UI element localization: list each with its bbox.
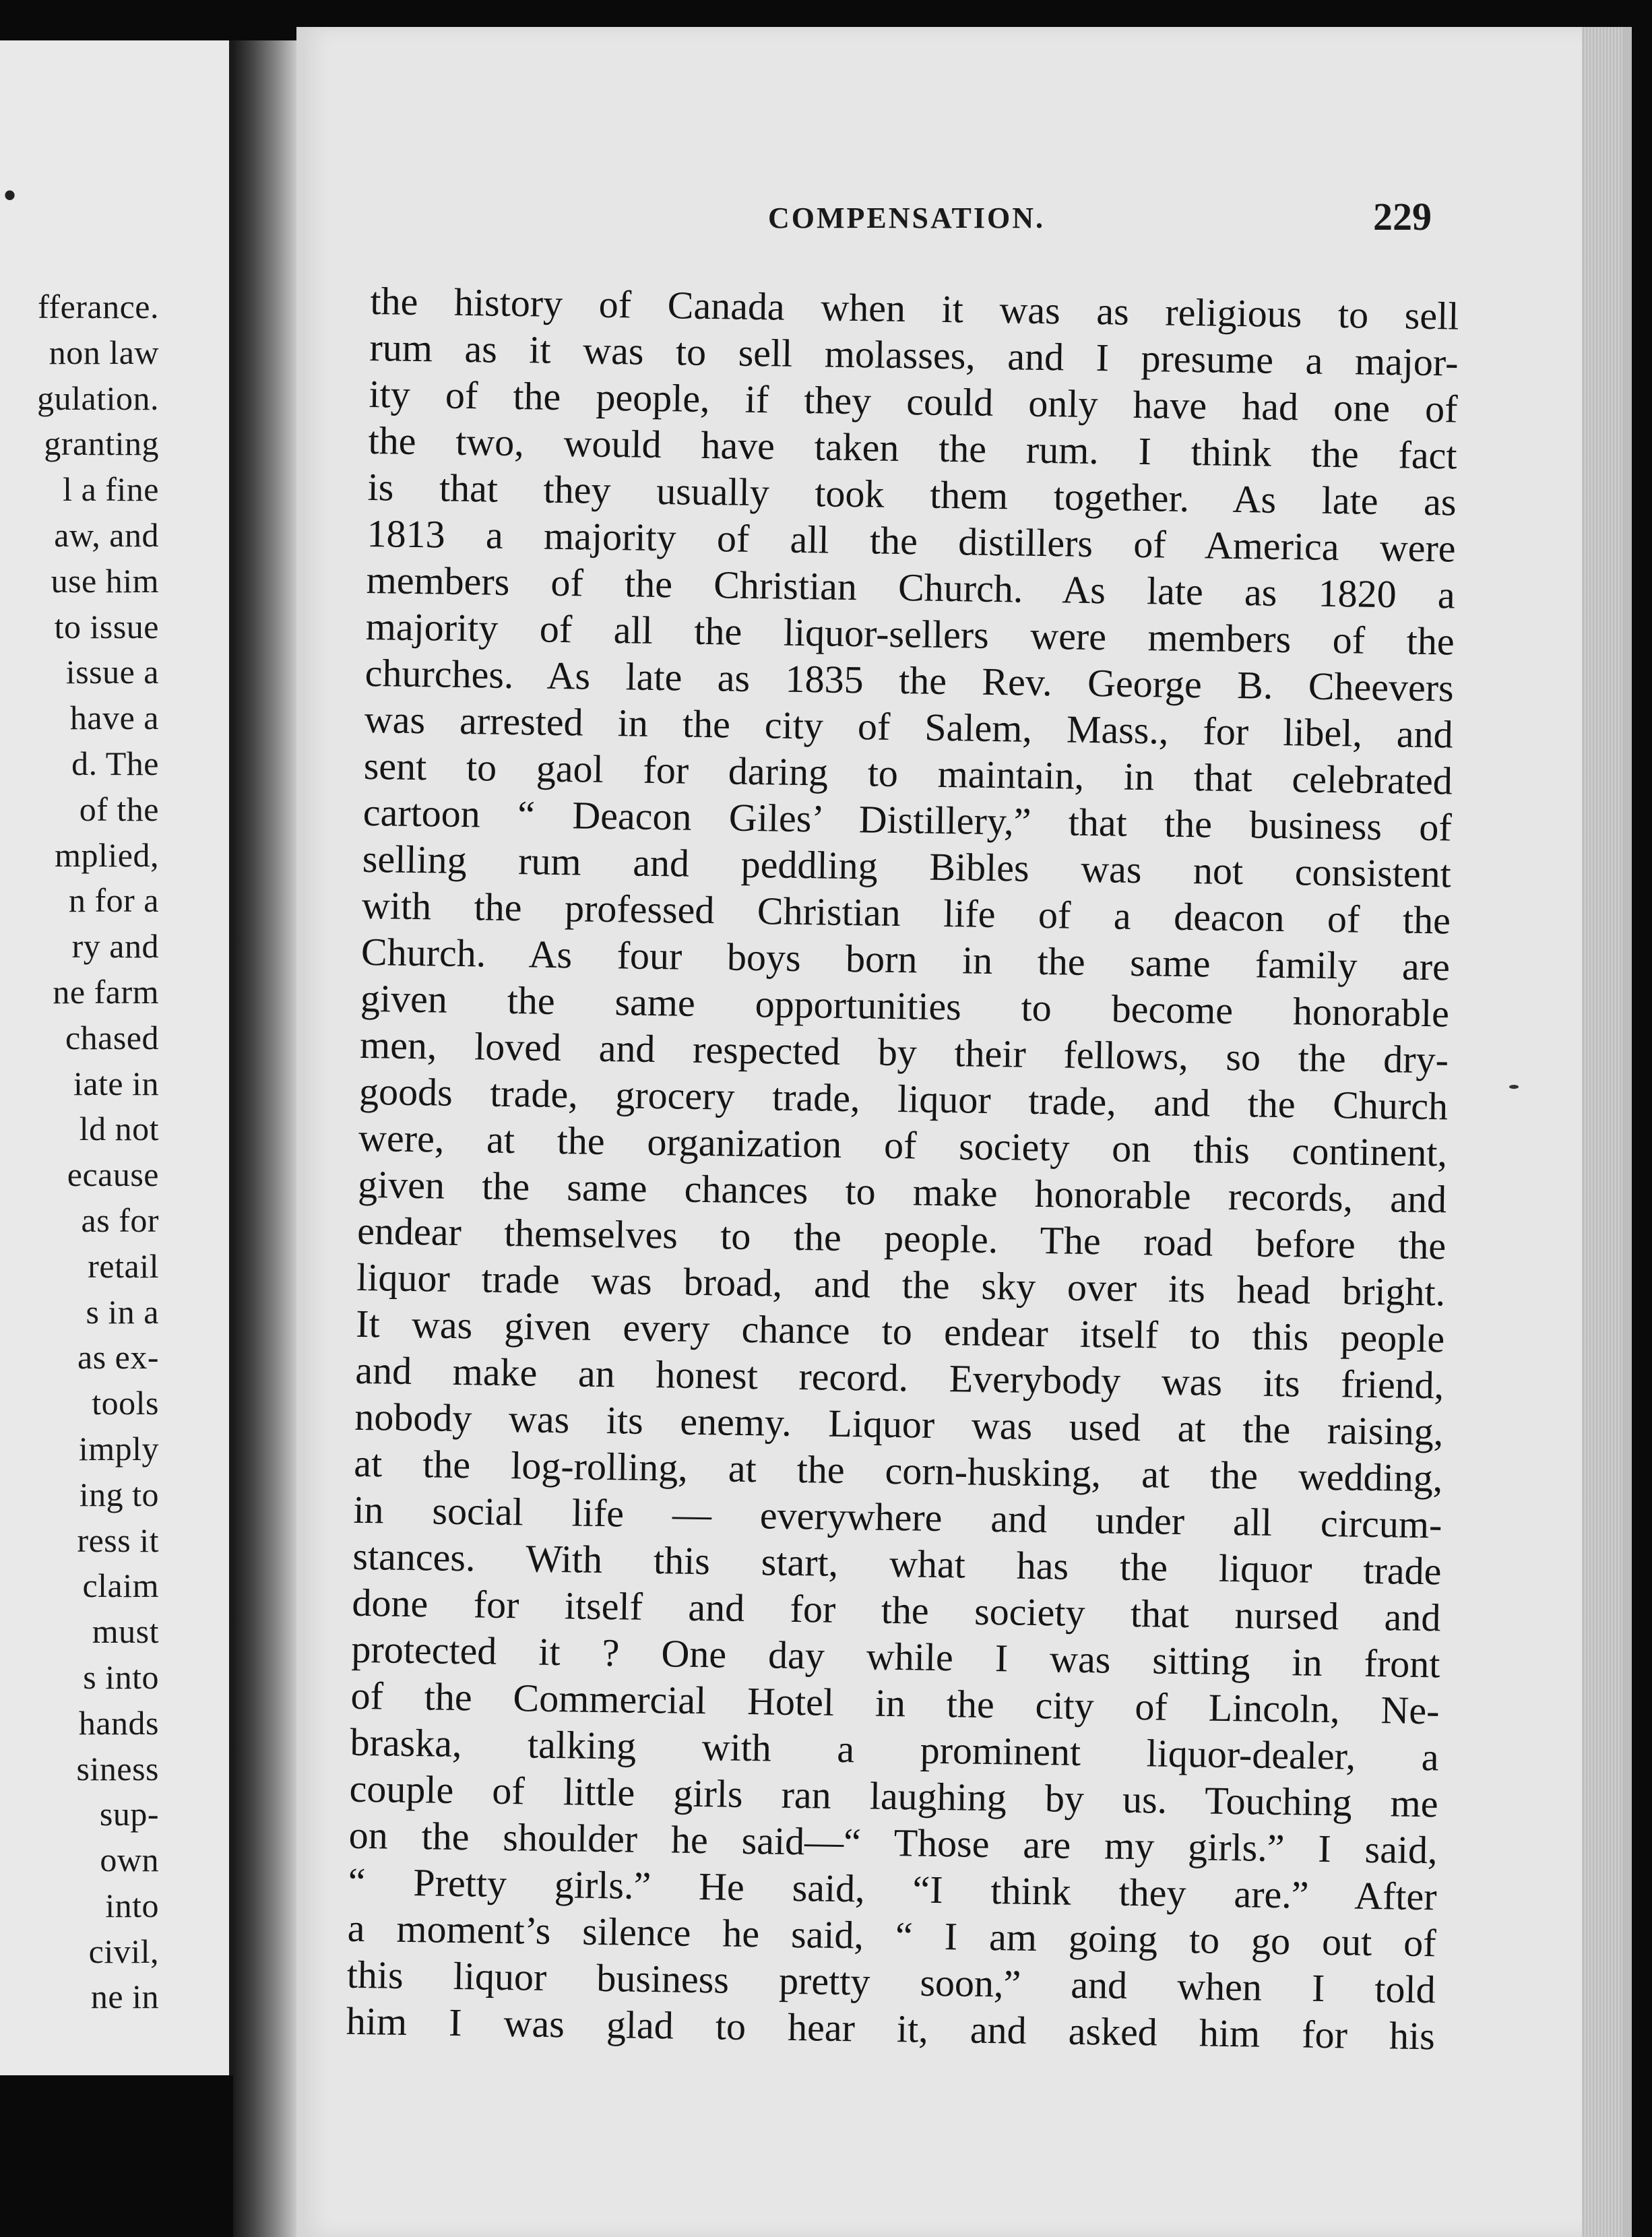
text-line: were, at the organization of society on this continent, bbox=[358, 1115, 1448, 1175]
text-line: sup- bbox=[99, 1795, 159, 1833]
text-line: civil, bbox=[88, 1932, 159, 1970]
text-line: at the log-rolling, at the corn-husking, at the wedding, bbox=[353, 1441, 1443, 1501]
text-line: s into bbox=[83, 1658, 159, 1696]
text-line: was arrested in the city of Salem, Mass., for libel, and bbox=[364, 697, 1454, 757]
text-line: gulation. bbox=[37, 379, 159, 417]
text-line: ing to bbox=[79, 1475, 159, 1513]
text-line: braska, talking with a prominent liquor-dealer, a bbox=[350, 1720, 1439, 1779]
text-line: own bbox=[100, 1841, 159, 1879]
text-line: granting bbox=[44, 424, 159, 463]
text-line: iate in bbox=[73, 1064, 159, 1102]
text-line: men, loved and respected by their fellows, so the dry- bbox=[359, 1022, 1449, 1082]
text-line: the two, would have taken the rum. I think the fact bbox=[368, 418, 1457, 478]
text-line: have a bbox=[69, 699, 159, 737]
text-line: given the same chances to make honorable records, and bbox=[357, 1162, 1447, 1222]
text-line: fferance. bbox=[38, 288, 159, 325]
text-line: It was given every chance to endear itself to this people bbox=[355, 1301, 1445, 1361]
text-line: rum as it was to sell molasses, and I presume a major- bbox=[369, 325, 1459, 385]
text-line: ld not bbox=[79, 1110, 159, 1148]
text-line: him I was glad to hear it, and asked him for his bbox=[346, 1998, 1436, 2058]
text-line: of the Commercial Hotel in the city of Lincoln, Ne- bbox=[350, 1673, 1440, 1733]
text-line: done for itself and for the society that nursed and bbox=[352, 1580, 1441, 1640]
text-line: stances. With this start, what has the liquor trade bbox=[352, 1534, 1442, 1594]
text-line: ress it bbox=[77, 1521, 159, 1559]
text-line: 1813 a majority of all the distillers of America were bbox=[367, 511, 1456, 571]
page-body-text bbox=[346, 278, 1459, 2059]
page-number: 229 bbox=[1373, 195, 1432, 239]
text-line: mplied, bbox=[55, 836, 159, 874]
previous-page-text bbox=[0, 284, 159, 2020]
text-line: and make an honest record. Everybody was its friend, bbox=[354, 1348, 1444, 1408]
text-line: d. The bbox=[71, 744, 159, 782]
previous-page-fragment bbox=[0, 40, 233, 2075]
text-line: majority of all the liquor-sellers were members of the bbox=[365, 604, 1455, 664]
text-line: ne in bbox=[90, 1978, 159, 2016]
text-line: aw, and bbox=[54, 515, 159, 554]
text-line: into bbox=[105, 1886, 159, 1924]
text-line: in social life — everywhere and under all circum- bbox=[353, 1487, 1442, 1547]
page-edge bbox=[1582, 27, 1622, 2237]
text-line: siness bbox=[76, 1749, 159, 1788]
text-line: as ex- bbox=[77, 1338, 159, 1377]
text-line: Church. As four boys born in the same family are bbox=[360, 929, 1451, 989]
text-line: imply bbox=[78, 1429, 159, 1468]
text-line: l a fine bbox=[63, 470, 159, 509]
text-line: this liquor business pretty soon,” and when I told bbox=[346, 1952, 1436, 2012]
text-line: nobody was its enemy. Liquor was used at the raising, bbox=[354, 1394, 1444, 1454]
scan-speck bbox=[1509, 1085, 1519, 1089]
text-line: chased bbox=[65, 1018, 159, 1057]
text-line: ne farm bbox=[53, 972, 159, 1011]
text-line: liquor trade was broad, and the sky over its head bright. bbox=[356, 1255, 1446, 1315]
text-line: must bbox=[92, 1612, 159, 1651]
text-line: ecause bbox=[67, 1156, 159, 1194]
text-line: “ Pretty girls.” He said, “I think they are.” After bbox=[348, 1859, 1438, 1919]
text-line: ry and bbox=[71, 927, 159, 966]
text-line: use him bbox=[51, 561, 159, 600]
running-title: COMPENSATION. bbox=[768, 201, 1045, 234]
book-page bbox=[296, 27, 1632, 2237]
text-line: n for a bbox=[69, 881, 159, 920]
text-line: goods trade, grocery trade, liquor trade, and the Church bbox=[358, 1069, 1449, 1129]
text-line: non law bbox=[49, 333, 159, 371]
text-line: issue a bbox=[65, 653, 159, 691]
text-line: sent to gaol for daring to maintain, in that celebrated bbox=[363, 743, 1453, 803]
text-line: a moment’s silence he said, “ I am going to go out of bbox=[347, 1905, 1437, 1965]
text-line: protected it ? One day while I was sitting in front bbox=[351, 1627, 1440, 1687]
text-line: endear themselves to the people. The road before the bbox=[356, 1208, 1447, 1268]
text-line: is that they usually took them together. As late as bbox=[367, 464, 1457, 524]
text-line: the history of Canada when it was as religious to sell bbox=[370, 278, 1459, 338]
text-line: retail bbox=[88, 1247, 159, 1285]
text-line: tools bbox=[92, 1384, 159, 1422]
text-line: churches. As late as 1835 the Rev. George B. Cheevers bbox=[364, 650, 1455, 710]
text-line: as for bbox=[81, 1201, 159, 1239]
text-line: members of the Christian Church. As late as 1820 a bbox=[366, 557, 1456, 617]
text-line: to issue bbox=[54, 607, 159, 645]
text-line: selling rum and peddling Bibles was not consistent bbox=[362, 836, 1452, 896]
text-line: cartoon “ Deacon Giles’ Distillery,” that the business of bbox=[362, 790, 1453, 850]
running-head bbox=[296, 182, 1622, 243]
text-line: s in a bbox=[86, 1292, 159, 1331]
text-line: given the same opportunities to become honorable bbox=[360, 976, 1450, 1036]
book-gutter bbox=[233, 40, 296, 2237]
text-line: hands bbox=[78, 1703, 159, 1742]
text-line: with the professed Christian life of a deacon of the bbox=[361, 883, 1451, 943]
text-line: ity of the people, if they could only have had one of bbox=[369, 371, 1458, 431]
page-marker: • bbox=[3, 173, 18, 218]
text-line: claim bbox=[82, 1567, 159, 1605]
text-line: on the shoulder he said—“ Those are my girls.” I said, bbox=[348, 1813, 1438, 1872]
text-line: of the bbox=[79, 790, 159, 828]
text-line: couple of little girls ran laughing by us. Touching me bbox=[349, 1766, 1438, 1826]
